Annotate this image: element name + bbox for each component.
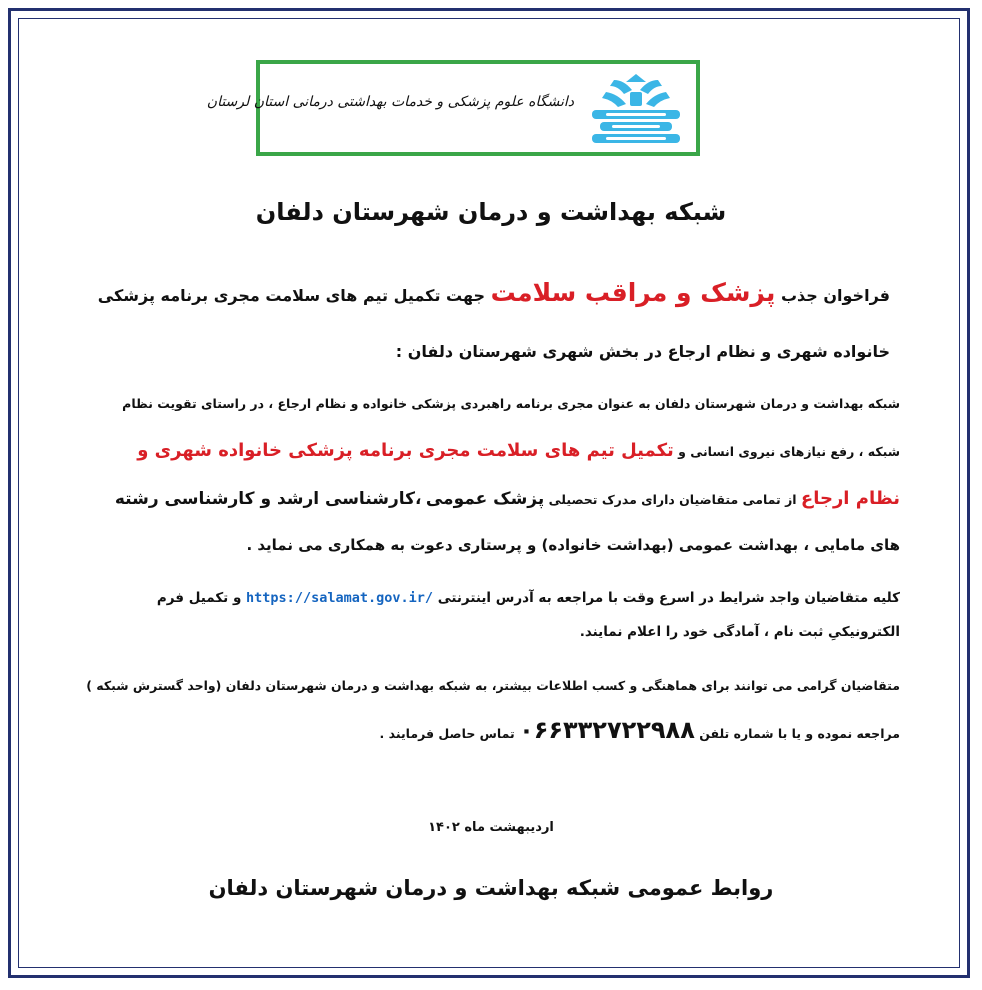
body-paragraph-3-line-2 <box>380 716 900 744</box>
body-p2-prefix: کلیه متقاضیان واجد شرایط در اسرع وقت با مراجعه به آدرس اینترنتی <box>437 590 900 606</box>
body-p1-line3-bold: پزشک عمومی <box>425 489 545 509</box>
announcement-highlight: پزشک و مراقب سلامت <box>490 278 776 307</box>
announcement-line-2: خانواده شهری و نظام ارجاع در بخش شهری شهرستان دلفان : <box>395 342 890 361</box>
body-p1-line2-highlight: تکمیل تیم های سلامت مجری برنامه پزشکی خانواده شهری و <box>137 440 674 461</box>
body-paragraph-1-line-2 <box>137 440 900 461</box>
body-p1-line3-highlight: نظام ارجاع <box>800 488 900 509</box>
body-p1-line3-mid: از تمامی متقاضیان دارای مدرک تحصیلی <box>548 492 797 507</box>
university-name: دانشگاه علوم پزشکی و خدمات بهداشتی درمانی استان لرستان <box>206 94 574 110</box>
announcement-suffix: جهت تکمیل تیم های سلامت مجری برنامه پزشکی <box>97 286 486 305</box>
salamat-link[interactable]: https://salamat.gov.ir/ <box>246 590 433 606</box>
body-p1-line2-prefix: شبکه ، رفع نیازهای نیروی انسانی و <box>678 444 900 459</box>
body-paragraph-1-line-1: شبکه بهداشت و درمان شهرستان دلفان به عنوان مجری برنامه راهبردی پزشکی خانواده و نظام ارجاع ، در راستای تقویت نظام <box>122 396 900 411</box>
body-paragraph-1-line-4: های مامایی ، بهداشت عمومی (بهداشت خانواده) و پرستاری دعوت به همکاری می نماید . <box>246 536 900 554</box>
announcement-prefix: فراخوان جذب <box>780 286 890 305</box>
page-title: شبکه بهداشت و درمان شهرستان دلفان <box>255 198 727 226</box>
footer-signature: روابط عمومی شبکه بهداشت و درمان شهرستان دلفان <box>208 876 774 900</box>
university-emblem-icon <box>584 70 688 148</box>
phone-number: ۰۶۶۳۳۲۷۲۲۹۸۸ <box>519 716 695 744</box>
body-paragraph-1-line-3 <box>115 488 900 509</box>
date-line: اردیبهشت ماه ۱۴۰۲ <box>428 820 554 835</box>
body-p3-suffix: تماس حاصل فرمایند . <box>379 726 515 741</box>
body-p3-prefix: مراجعه نموده و یا با شماره تلفن <box>699 726 900 741</box>
body-paragraph-2-line-1 <box>157 590 900 606</box>
body-p2-suffix: و تکمیل فرم <box>156 590 242 606</box>
body-paragraph-3-line-1: متقاضیان گرامی می توانند برای هماهنگی و کسب اطلاعات بیشتر، به شبکه بهداشت و درمان شهرستان دلفان (واحد گسترش شبکه ) <box>86 678 900 693</box>
announcement-line-1 <box>98 278 890 307</box>
body-paragraph-2-line-2: الکترونیکیِ ثبت نام ، آمادگی خود را اعلام نمایند. <box>579 624 900 640</box>
body-p1-line3-suffix: ،کارشناسی ارشد و کارشناسی رشته <box>114 489 422 509</box>
header-logo-box <box>206 60 700 156</box>
